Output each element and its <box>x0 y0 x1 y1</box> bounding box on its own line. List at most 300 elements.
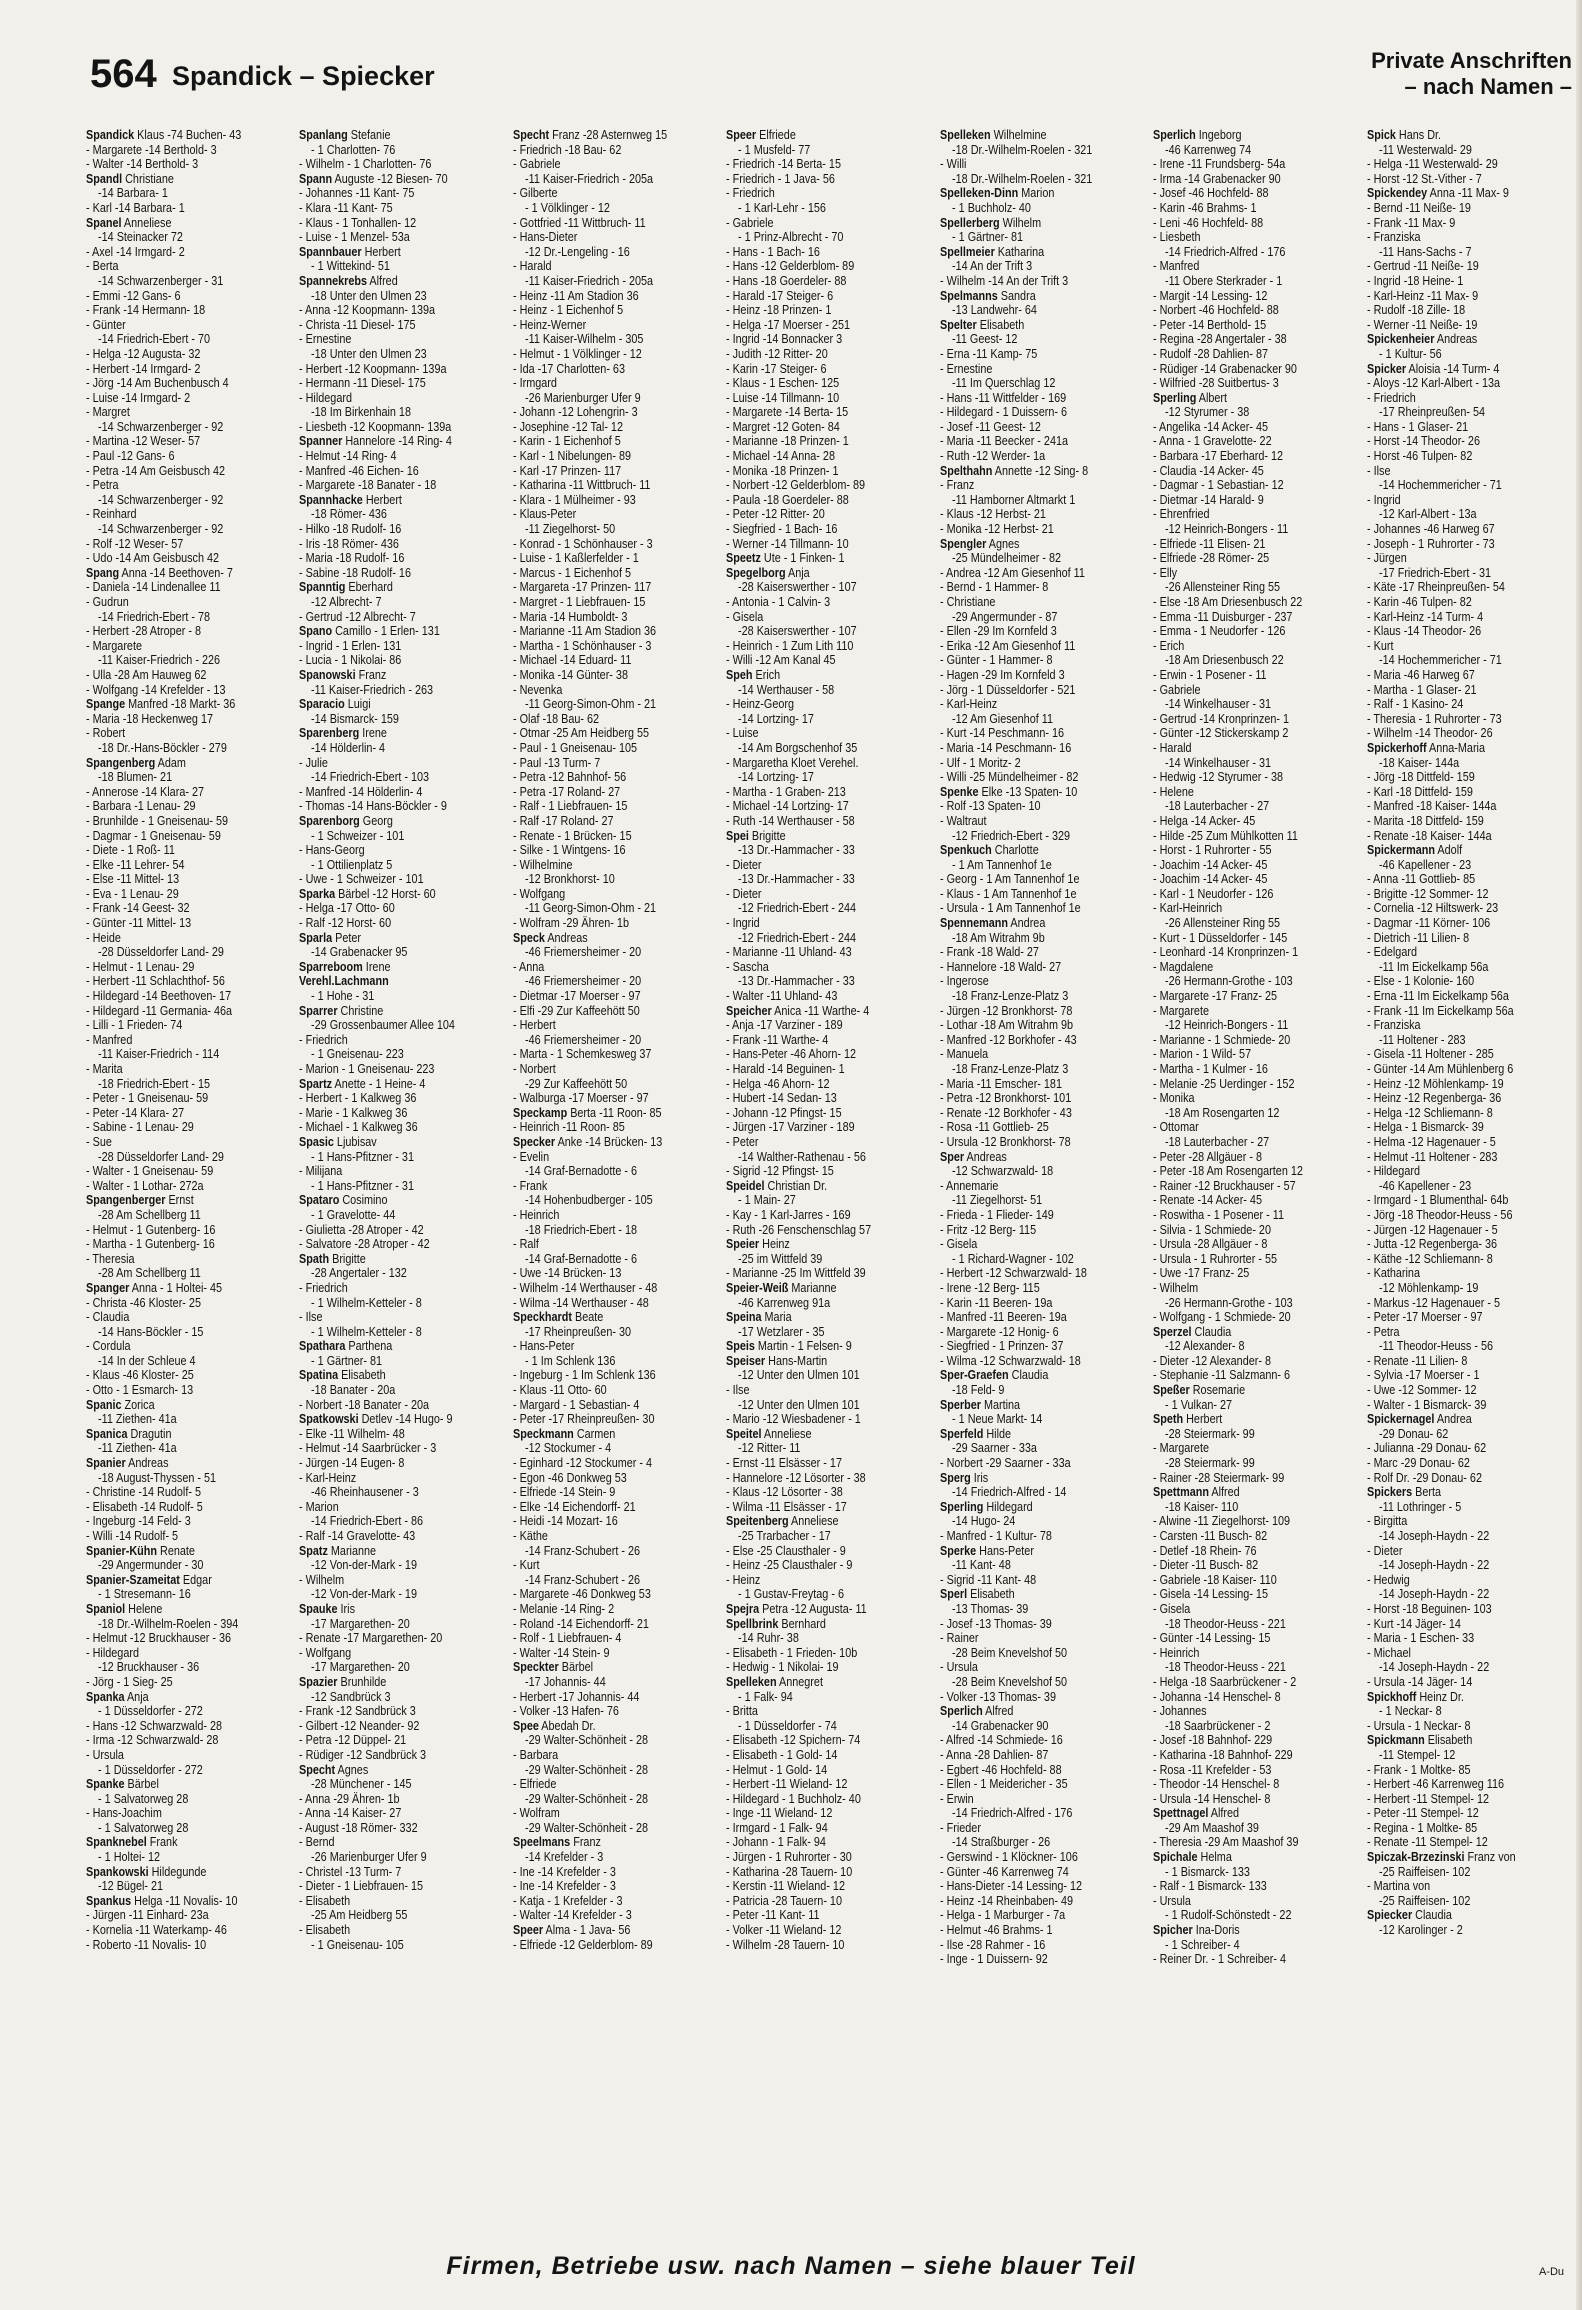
directory-entry: - Iris -18 Römer- 436 <box>299 536 400 551</box>
directory-entry: -14 Hölderlin- 4 <box>311 740 386 755</box>
directory-entry: -14 Krefelder - 3 <box>524 1850 604 1865</box>
directory-entry: - Horst -46 Tulpen- 82 <box>1366 449 1472 464</box>
directory-entry: - Elisabeth -14 Rudolf- 5 <box>86 1499 203 1514</box>
directory-entry: - Wolfgang -14 Krefelder - 13 <box>86 682 226 697</box>
directory-entry: - Heinrich - 1 Zum Lith 110 <box>726 638 854 653</box>
directory-entry: Sperber Martina <box>939 1397 1020 1412</box>
directory-entry: - Annerose -14 Klara- 27 <box>86 784 205 799</box>
directory-columns <box>86 128 1574 2194</box>
directory-entry: - Helga -12 Schliemann- 8 <box>1366 1105 1493 1120</box>
directory-entry: -25 Raiffeisen- 102 <box>1378 1864 1470 1879</box>
directory-entry: - Else -11 Mittel- 13 <box>86 872 180 887</box>
directory-entry: - Ralf -12 Horst- 60 <box>299 916 392 931</box>
directory-entry: - Maria -18 Heckenweg 17 <box>86 711 214 726</box>
directory-entry: - Klaus -46 Kloster- 25 <box>86 1368 194 1383</box>
directory-entry: - Hans -11 Wittfelder - 169 <box>939 390 1066 405</box>
directory-entry: - Wilhelm <box>299 1572 345 1587</box>
directory-entry: -11 Kaiser-Friedrich - 114 <box>98 1047 220 1062</box>
directory-entry: - Monika -12 Herbst- 21 <box>939 522 1054 537</box>
directory-entry: -14 Grabenacker 95 <box>311 945 408 960</box>
directory-entry: -26 Allensteiner Ring 55 <box>1165 916 1281 931</box>
directory-entry: - 1 Rudolf-Schönstedt - 22 <box>1165 1908 1292 1923</box>
footer-code: A-Du <box>1538 2266 1564 2278</box>
directory-entry: - Eginhard -12 Stockumer - 4 <box>512 1456 652 1471</box>
directory-entry: - Renate -11 Lilien- 8 <box>1366 1353 1467 1368</box>
directory-entry: -11 Georg-Simon-Ohm - 21 <box>524 901 656 916</box>
directory-entry: - Hans - 1 Glaser- 21 <box>1366 419 1468 434</box>
directory-entry: - Wilhelm <box>1153 1280 1199 1295</box>
directory-entry: -14 Graf-Bernadotte - 6 <box>524 1251 637 1266</box>
directory-entry: - Julie <box>299 755 329 770</box>
directory-entry: Spatkowski Detlev -14 Hugo- 9 <box>299 1412 453 1427</box>
directory-entry: -25 Mündelheimer - 82 <box>951 551 1061 566</box>
directory-entry: - Sascha <box>726 959 770 974</box>
directory-entry: - Petra -12 Düppel- 21 <box>299 1733 407 1748</box>
directory-entry: - Hans-Dieter <box>512 230 578 245</box>
directory-entry: - Christa -46 Kloster- 25 <box>86 1295 201 1310</box>
directory-entry: - 1 Kultur- 56 <box>1378 346 1442 361</box>
directory-entry: -26 Hermann-Grothe - 103 <box>1165 974 1293 989</box>
directory-entry: - Petra -14 Am Geisbusch 42 <box>86 463 226 478</box>
directory-entry: -29 Walter-Schönheit - 28 <box>524 1762 648 1777</box>
directory-entry: -18 Lauterbacher - 27 <box>1165 799 1270 814</box>
directory-entry: - Erwin - 1 Posener - 11 <box>1153 667 1267 682</box>
directory-entry: - Hildegard - 1 Buchholz- 40 <box>726 1791 862 1806</box>
directory-entry: -11 Lothringer - 5 <box>1378 1499 1461 1514</box>
directory-entry: - Herbert -11 Wieland- 12 <box>726 1777 848 1792</box>
directory-entry: - Walter - 1 Gneisenau- 59 <box>86 1164 214 1179</box>
directory-entry: -12 Friedrich-Ebert - 244 <box>738 901 857 916</box>
directory-entry: - Melanie -14 Ring- 2 <box>512 1601 614 1616</box>
directory-entry: Spanka Anja <box>86 1689 149 1704</box>
directory-entry: -25 Trarbacher - 17 <box>738 1529 832 1543</box>
directory-entry: - Axel -14 Irmgard- 2 <box>86 244 185 259</box>
directory-column <box>299 128 506 2194</box>
directory-entry: -28 Steiermark- 99 <box>1165 1456 1255 1471</box>
directory-entry: - Ulla -28 Am Hauweg 62 <box>86 667 207 682</box>
directory-entry: Spartz Anette - 1 Heine- 4 <box>299 1076 426 1091</box>
directory-entry: -17 Rheinpreußen- 54 <box>1378 405 1485 420</box>
directory-entry: - Sue <box>86 1134 112 1149</box>
directory-entry: Spataro Cosimino <box>299 1193 388 1208</box>
directory-entry: Spei Brigitte <box>726 828 786 843</box>
directory-entry: -18 Feld- 9 <box>951 1383 1005 1398</box>
directory-entry: Spanke Bärbel <box>86 1777 159 1792</box>
directory-entry: - Hubert -14 Sedan- 13 <box>726 1091 838 1106</box>
directory-entry: - Gisela -14 Lessing- 15 <box>1153 1587 1269 1602</box>
directory-entry: - Marion <box>299 1499 340 1514</box>
directory-entry: - Margarete -14 Berta- 15 <box>726 405 849 420</box>
directory-entry: - Rüdiger -14 Grabenacker 90 <box>1153 361 1298 376</box>
directory-entry: - Katharina -28 Tauern- 10 <box>726 1864 853 1879</box>
page-number: 564 <box>90 52 157 96</box>
directory-entry: - Lilli - 1 Frieden- 74 <box>86 1018 183 1033</box>
directory-entry: -14 Hugo- 24 <box>951 1514 1015 1529</box>
directory-entry: Speina Maria <box>726 1310 792 1325</box>
directory-entry: - Herbert -12 Schwarzwald- 18 <box>939 1266 1087 1281</box>
directory-entry: Spicher Ina-Doris <box>1153 1923 1240 1938</box>
directory-entry: - Wilhelm -28 Tauern- 10 <box>726 1937 845 1952</box>
directory-entry: Speitel Anneliese <box>726 1426 812 1441</box>
directory-entry: - Kurt -14 Peschmann- 16 <box>939 726 1064 741</box>
directory-entry: -29 Walter-Schönheit - 28 <box>524 1791 648 1806</box>
directory-entry: Spellerberg Wilhelm <box>939 215 1041 230</box>
directory-entry: Speth Herbert <box>1153 1412 1223 1427</box>
directory-entry: - Birgitta <box>1366 1514 1407 1529</box>
directory-entry: - Petra <box>86 478 119 493</box>
directory-entry: - Emma -11 Duisburger - 237 <box>1153 609 1293 624</box>
directory-entry: - Friedrich -18 Bau- 62 <box>512 142 622 157</box>
directory-entry: Spanier-Kühn Renate <box>86 1543 195 1558</box>
directory-entry: - Elfriede <box>512 1777 557 1792</box>
directory-entry: - Maria -18 Rudolf- 16 <box>299 551 405 566</box>
directory-entry: Sperlich Alfred <box>939 1704 1014 1719</box>
directory-entry: - Christa -11 Diesel- 175 <box>299 317 417 332</box>
directory-entry: - Eva - 1 Lenau- 29 <box>86 886 179 901</box>
directory-entry: -29 Am Maashof 39 <box>1165 1820 1260 1835</box>
directory-entry: - Regina -28 Angertaler - 38 <box>1153 332 1287 347</box>
directory-entry: -17 Johannis- 44 <box>524 1674 606 1689</box>
directory-entry: - Margret <box>86 405 130 420</box>
directory-entry: - Rainer -28 Steiermark- 99 <box>1153 1470 1285 1485</box>
directory-entry: -46 Friemersheimer - 20 <box>524 1032 642 1047</box>
directory-entry: - Leni -46 Hochfeld- 88 <box>1153 215 1264 230</box>
directory-entry: - Käthe -12 Schliemann- 8 <box>1366 1251 1493 1266</box>
directory-entry: - Heinrich <box>1153 1645 1200 1660</box>
directory-entry: - Magdalene <box>1153 959 1214 974</box>
directory-entry: - Walter - 1 Lothar- 272a <box>86 1178 204 1193</box>
directory-entry: Spang Anna -14 Beethoven- 7 <box>86 565 233 580</box>
directory-entry: - Hedwig - 1 Nikolai- 19 <box>726 1660 839 1675</box>
directory-entry: - Walter - 1 Bismarck- 39 <box>1366 1397 1486 1412</box>
directory-entry: -11 Kaiser-Wilhelm - 305 <box>524 332 644 347</box>
directory-entry: - Elisabeth - 1 Frieden- 10b <box>726 1645 858 1660</box>
directory-entry: - Markus -12 Hagenauer - 5 <box>1366 1295 1500 1310</box>
directory-entry: -18 Unter den Ulmen 23 <box>311 288 428 303</box>
directory-entry: - Erika -12 Am Giesenhof 11 <box>939 638 1075 653</box>
directory-entry: - Marie - 1 Kalkweg 36 <box>299 1105 408 1120</box>
directory-entry: - Peter -14 Klara- 27 <box>86 1105 185 1120</box>
directory-entry: Speitenberg Anneliese <box>726 1514 839 1529</box>
directory-entry: - Ulf - 1 Moritz- 2 <box>939 755 1021 770</box>
directory-entry: - Friedrich <box>299 1280 349 1295</box>
directory-entry: - Karl -14 Barbara- 1 <box>86 200 185 215</box>
directory-entry: - Karl-Heinz <box>939 697 997 712</box>
directory-entry: - Ursula <box>939 1660 978 1675</box>
directory-entry: Spatina Elisabeth <box>299 1368 387 1383</box>
directory-entry: - Julianna -29 Donau- 62 <box>1366 1441 1486 1456</box>
directory-entry: - Anna -28 Dahlien- 87 <box>939 1747 1049 1762</box>
directory-entry: -14 Schwarzenberger - 31 <box>98 273 224 288</box>
directory-entry: - Klaus -14 Theodor- 26 <box>1366 624 1481 639</box>
directory-entry: - Rainer -12 Bruckhauser - 57 <box>1153 1178 1296 1193</box>
directory-entry: - Klaus - 1 Am Tannenhof 1e <box>939 886 1077 901</box>
directory-entry: Spangenberg Adam <box>86 755 186 770</box>
directory-entry: - Ingrid - 1 Erlen- 131 <box>299 638 402 653</box>
directory-entry: - Dieter <box>726 886 762 901</box>
directory-entry: -18 Lauterbacher - 27 <box>1165 1134 1270 1149</box>
directory-entry: - Olaf -18 Bau- 62 <box>512 711 599 726</box>
directory-entry: - Marianne - 1 Schmiede- 20 <box>1153 1032 1291 1047</box>
directory-entry: - Leonhard -14 Kronprinzen- 1 <box>1153 945 1299 960</box>
directory-entry: Sparreboom Irene <box>299 959 391 974</box>
directory-entry: - 1 Bismarck- 133 <box>1165 1864 1251 1879</box>
directory-entry: - Michael -14 Eduard- 11 <box>512 653 632 668</box>
directory-entry: -28 Am Schellberg 11 <box>98 1207 201 1222</box>
directory-entry: - Käte -17 Rheinpreußen- 54 <box>1366 580 1505 595</box>
directory-entry: - Werner -14 Tillmann- 10 <box>726 536 849 551</box>
directory-entry: - Hannelore -12 Lösorter - 38 <box>726 1470 866 1485</box>
directory-entry: - Bernd -11 Neiße- 19 <box>1366 200 1471 215</box>
directory-entry: - Cornelia -12 Hiltswerk- 23 <box>1366 901 1498 916</box>
directory-entry: Specht Franz -28 Asternweg 15 <box>512 128 667 142</box>
directory-entry: - Friedrich <box>299 1032 349 1047</box>
directory-column <box>726 128 933 2194</box>
directory-entry: -14 Schwarzenberger - 92 <box>98 492 224 507</box>
directory-entry: - Margareta -17 Prinzen- 117 <box>512 580 652 595</box>
directory-entry: -12 Bronkhorst- 10 <box>524 872 615 887</box>
directory-entry: - Uwe -12 Sommer- 12 <box>1366 1383 1477 1398</box>
directory-entry: - Dieter -11 Busch- 82 <box>1153 1558 1259 1573</box>
directory-entry: - Manfred -11 Beeren- 19a <box>939 1310 1067 1325</box>
directory-entry: -11 Geest- 12 <box>951 332 1018 347</box>
directory-entry: -18 Franz-Lenze-Platz 3 <box>951 989 1068 1004</box>
directory-entry: -25 im Wittfeld 39 <box>738 1251 823 1266</box>
directory-entry: - Günter <box>86 317 126 332</box>
directory-entry: - Wilhelm - 1 Charlotten- 76 <box>299 157 432 172</box>
directory-entry: - Michael - 1 Kalkweg 36 <box>299 1120 419 1135</box>
directory-entry: - 1 Hans-Pfitzner - 31 <box>311 1178 415 1193</box>
directory-entry: - Ellen -29 Im Kornfeld 3 <box>939 624 1057 639</box>
directory-entry: - Ruth -26 Fenschenschlag 57 <box>726 1222 872 1237</box>
directory-entry: - Ingrid <box>1366 492 1401 507</box>
directory-entry: - Martina -12 Weser- 57 <box>86 434 201 449</box>
directory-entry: -25 Raiffeisen- 102 <box>1378 1893 1470 1908</box>
directory-entry: Spanier-Szameitat Edgar <box>86 1572 212 1587</box>
directory-entry: - Melanie -25 Uerdinger - 152 <box>1153 1076 1295 1091</box>
directory-entry: - Paul -12 Gans- 6 <box>86 449 175 464</box>
directory-entry: -12 Bügel- 21 <box>98 1879 164 1894</box>
directory-entry: -14 Lortzing- 17 <box>738 711 815 726</box>
directory-entry: -28 Beim Knevelshof 50 <box>951 1674 1067 1689</box>
directory-entry: -29 Donau- 62 <box>1378 1426 1448 1441</box>
directory-entry: Sperling Hildegard <box>939 1499 1033 1514</box>
directory-entry: - Roberto -11 Novalis- 10 <box>86 1937 207 1952</box>
directory-entry: - Mario -12 Wiesbadener - 1 <box>726 1412 862 1427</box>
directory-entry: - Helmut -14 Saarbrücker - 3 <box>299 1441 437 1456</box>
directory-entry: - Klaus -12 Lösorter - 38 <box>726 1485 844 1500</box>
directory-entry: - Heinz -11 Am Stadion 36 <box>512 288 639 303</box>
directory-entry: - Uwe -17 Franz- 25 <box>1153 1266 1250 1281</box>
directory-entry: Spichale Helma <box>1153 1850 1232 1865</box>
directory-entry: Speier Heinz <box>726 1237 791 1252</box>
directory-entry: - Christel -13 Turm- 7 <box>299 1864 402 1879</box>
directory-entry: - Frieda - 1 Flieder- 149 <box>939 1207 1054 1222</box>
directory-entry: -14 Ruhr- 38 <box>738 1631 800 1646</box>
directory-entry: - Kurt - 1 Düsseldorfer - 145 <box>1153 930 1288 945</box>
directory-entry: - Sigrid -12 Pfingst- 15 <box>726 1164 835 1179</box>
directory-entry: - Hagen -29 Im Kornfeld 3 <box>939 667 1065 682</box>
directory-entry: -26 Marienburger Ufer 9 <box>311 1850 428 1865</box>
directory-entry: Spanlang Stefanie <box>299 128 391 142</box>
directory-entry: - Hans-Joachim <box>86 1806 162 1821</box>
directory-entry: - Hildegard <box>86 1645 139 1660</box>
directory-entry: Sperlich Ingeborg <box>1153 128 1242 142</box>
directory-column <box>1153 128 1360 2194</box>
directory-entry: Spathara Parthena <box>299 1339 393 1354</box>
directory-entry: - Claudia -14 Acker- 45 <box>1153 463 1264 478</box>
directory-entry: - Katja - 1 Krefelder - 3 <box>512 1893 623 1908</box>
directory-entry: - Anna -14 Kaiser- 27 <box>299 1806 402 1821</box>
directory-entry: - Rainer <box>939 1631 979 1646</box>
directory-entry: - Helga -46 Ahorn- 12 <box>726 1076 830 1091</box>
directory-entry: - Monika <box>1153 1091 1195 1106</box>
directory-entry: -14 Winkelhauser - 31 <box>1165 755 1272 770</box>
directory-entry: - Heinrich <box>512 1207 560 1222</box>
directory-entry: - Konrad - 1 Schönhauser - 3 <box>512 536 653 551</box>
directory-entry: -18 Franz-Lenze-Platz 3 <box>951 1062 1068 1076</box>
directory-entry: - Dieter -12 Alexander- 8 <box>1153 1353 1272 1368</box>
directory-entry: -11 Westerwald- 29 <box>1378 142 1472 157</box>
directory-entry: - Marta - 1 Schemkesweg 37 <box>512 1047 652 1062</box>
directory-entry: - Judith -12 Ritter- 20 <box>726 346 829 361</box>
directory-entry: -14 Joseph-Haydn - 22 <box>1378 1558 1489 1573</box>
directory-entry: - Josef -13 Thomas- 39 <box>939 1616 1052 1631</box>
directory-entry: - Hildegard <box>1366 1164 1420 1179</box>
directory-entry: - Dieter <box>1366 1543 1403 1558</box>
directory-entry: - Martha - 1 Gutenberg- 16 <box>86 1237 215 1252</box>
directory-entry: - Karl-Heinrich <box>1153 901 1223 916</box>
directory-entry: - Thomas -14 Hans-Böckler - 9 <box>299 799 448 814</box>
directory-entry: - Jörg -14 Am Buchenbusch 4 <box>86 376 229 391</box>
directory-entry: - Jürgen <box>1366 551 1407 566</box>
directory-entry: - Margarete -14 Berthold- 3 <box>86 142 217 157</box>
directory-entry: Speckhardt Beate <box>512 1310 604 1325</box>
directory-entry: - Daniela -14 Lindenallee 11 <box>86 580 221 595</box>
directory-entry: - Margarete -12 Honig- 6 <box>939 1324 1059 1339</box>
directory-entry: - 1 Hans-Pfitzner - 31 <box>311 1149 415 1164</box>
directory-entry: Speckmann Carmen <box>512 1426 616 1441</box>
directory-entry: -14 Steinacker 72 <box>98 230 183 245</box>
directory-entry: - Hilde -25 Zum Mühlkotten 11 <box>1153 828 1299 843</box>
directory-entry: Spanner Hannelore -14 Ring- 4 <box>299 434 453 449</box>
directory-entry: - Margarete <box>1153 1003 1210 1018</box>
directory-entry: - Silvia - 1 Schmiede- 20 <box>1153 1222 1272 1237</box>
directory-entry: - Helga -18 Saarbrückener - 2 <box>1153 1674 1297 1689</box>
directory-entry: - Siegfried - 1 Prinzen- 37 <box>939 1339 1064 1354</box>
directory-entry: -14 An der Trift 3 <box>951 259 1032 274</box>
directory-entry: -46 Rheinhausener - 3 <box>311 1485 420 1500</box>
directory-entry: - Margarete -17 Franz- 25 <box>1153 989 1278 1004</box>
directory-entry: -13 Landwehr- 64 <box>951 303 1037 318</box>
directory-entry: Spelmanns Sandra <box>939 288 1036 303</box>
directory-entry: - Emma - 1 Neudorfer - 126 <box>1153 624 1286 639</box>
directory-entry: - Marcus - 1 Eichenhof 5 <box>512 565 631 580</box>
directory-entry: - Katharina -18 Bahnhof- 229 <box>1153 1747 1293 1762</box>
directory-entry: -28 Steiermark- 99 <box>1165 1426 1255 1441</box>
directory-entry: -11 Stempel- 12 <box>1378 1747 1455 1762</box>
directory-entry: - Franziska <box>1366 1018 1421 1033</box>
directory-entry: - Patricia -28 Tauern- 10 <box>726 1893 843 1908</box>
directory-entry: - Aloys -12 Karl-Albert - 13a <box>1366 376 1500 391</box>
directory-entry: - Monika -18 Prinzen- 1 <box>726 463 839 478</box>
directory-entry: - Anja -17 Varziner - 189 <box>726 1018 843 1033</box>
directory-entry: - Martha - 1 Graben- 213 <box>726 784 847 799</box>
directory-entry: Spettmann Alfred <box>1153 1485 1240 1500</box>
directory-entry: Spanier Andreas <box>86 1456 169 1471</box>
directory-entry: - Heide <box>86 930 121 945</box>
directory-entry: Spath Brigitte <box>299 1251 367 1266</box>
directory-entry: - Frank -11 Im Eickelkamp 56a <box>1366 1003 1514 1018</box>
directory-entry: - Helmut -14 Ring- 4 <box>299 449 397 464</box>
directory-entry: -14 Friedrich-Alfred - 14 <box>951 1485 1067 1500</box>
directory-entry: -12 Albrecht- 7 <box>311 595 382 609</box>
directory-entry: - Ursula <box>86 1747 124 1762</box>
directory-entry: - Friedrich - 1 Java- 56 <box>726 171 836 186</box>
directory-entry: Spanknebel Frank <box>86 1835 178 1850</box>
directory-entry: - 1 Düsseldorfer - 272 <box>98 1762 203 1777</box>
directory-entry: - Maria -46 Harweg 67 <box>1366 667 1475 682</box>
directory-entry: Spannbauer Herbert <box>299 244 402 259</box>
directory-entry: - Inge -11 Wieland- 12 <box>726 1806 833 1821</box>
directory-entry: - Ernst -11 Elsässer - 17 <box>726 1456 843 1471</box>
directory-entry: - Ingrid -14 Bonnacker 3 <box>726 332 843 347</box>
directory-entry: -12 Heinrich-Bongers - 11 <box>1165 522 1289 537</box>
directory-entry: Sparenberg Irene <box>299 726 388 741</box>
directory-entry: - Peter -18 Am Rosengarten 12 <box>1153 1164 1304 1179</box>
directory-entry: -13 Dr.-Hammacher - 33 <box>738 872 856 887</box>
directory-entry: Spickmann Elisabeth <box>1366 1733 1472 1748</box>
directory-entry: - Rudolf -28 Dahlien- 87 <box>1153 346 1269 361</box>
directory-entry: - Hans-Georg <box>299 843 366 858</box>
directory-entry: -18 Am Driesenbusch 22 <box>1165 653 1284 668</box>
directory-entry: - Johann -12 Lohengrin- 3 <box>512 405 638 420</box>
directory-entry: - Theresia - 1 Ruhrorter - 73 <box>1366 711 1502 726</box>
directory-entry: Spenke Elke -13 Spaten- 10 <box>939 784 1077 799</box>
directory-entry: - Willi -12 Am Kanal 45 <box>726 653 836 668</box>
directory-entry: - Kurt -14 Jäger- 14 <box>1366 1616 1461 1631</box>
directory-entry: - Diete - 1 Roß- 11 <box>86 843 175 858</box>
directory-entry: - Irmgard - 1 Falk- 94 <box>726 1820 829 1835</box>
directory-entry: - Gerswind - 1 Klöckner- 106 <box>939 1850 1078 1865</box>
directory-entry: - Marc -29 Donau- 62 <box>1366 1456 1470 1471</box>
directory-entry: Spelter Elisabeth <box>939 317 1024 332</box>
directory-entry: - Josef -46 Hochfeld- 88 <box>1153 186 1269 201</box>
directory-entry: - Sabine -18 Rudolf- 16 <box>299 565 412 580</box>
directory-entry: - 1 Karl-Lehr - 156 <box>738 200 827 215</box>
directory-entry: - Helga -14 Acker- 45 <box>1153 813 1256 828</box>
directory-entry: - Karin -46 Brahms- 1 <box>1153 200 1257 215</box>
directory-entry: - Ilse <box>1366 463 1391 478</box>
directory-entry: Spenkuch Charlotte <box>939 843 1039 858</box>
directory-entry: - Margarete -46 Donkweg 53 <box>512 1587 651 1602</box>
directory-entry: - Herbert - 1 Kalkweg 36 <box>299 1091 417 1106</box>
directory-entry: - Irma -14 Grabenacker 90 <box>1153 171 1281 186</box>
directory-entry: - Jutta -12 Regenberga- 36 <box>1366 1237 1497 1252</box>
directory-entry: - Paula -18 Goerdeler- 88 <box>726 492 850 507</box>
directory-entry: - Elly <box>1153 565 1178 580</box>
directory-entry: - Elke -14 Eichendorff- 21 <box>512 1499 636 1514</box>
directory-entry: - Klaus -12 Herbst- 21 <box>939 507 1046 522</box>
directory-entry: - Walter -14 Krefelder - 3 <box>512 1908 632 1923</box>
directory-entry: - Hildegard -11 Germania- 46a <box>86 1003 233 1018</box>
directory-entry: Spannekrebs Alfred <box>299 273 399 288</box>
directory-entry: - 1 Wittekind- 51 <box>311 259 391 274</box>
directory-entry: -14 Franz-Schubert - 26 <box>524 1543 640 1558</box>
directory-entry: -17 Margarethen- 20 <box>311 1616 411 1631</box>
directory-entry: - Karin -11 Beeren- 19a <box>939 1295 1053 1310</box>
directory-entry: -26 Hermann-Grothe - 103 <box>1165 1295 1293 1310</box>
